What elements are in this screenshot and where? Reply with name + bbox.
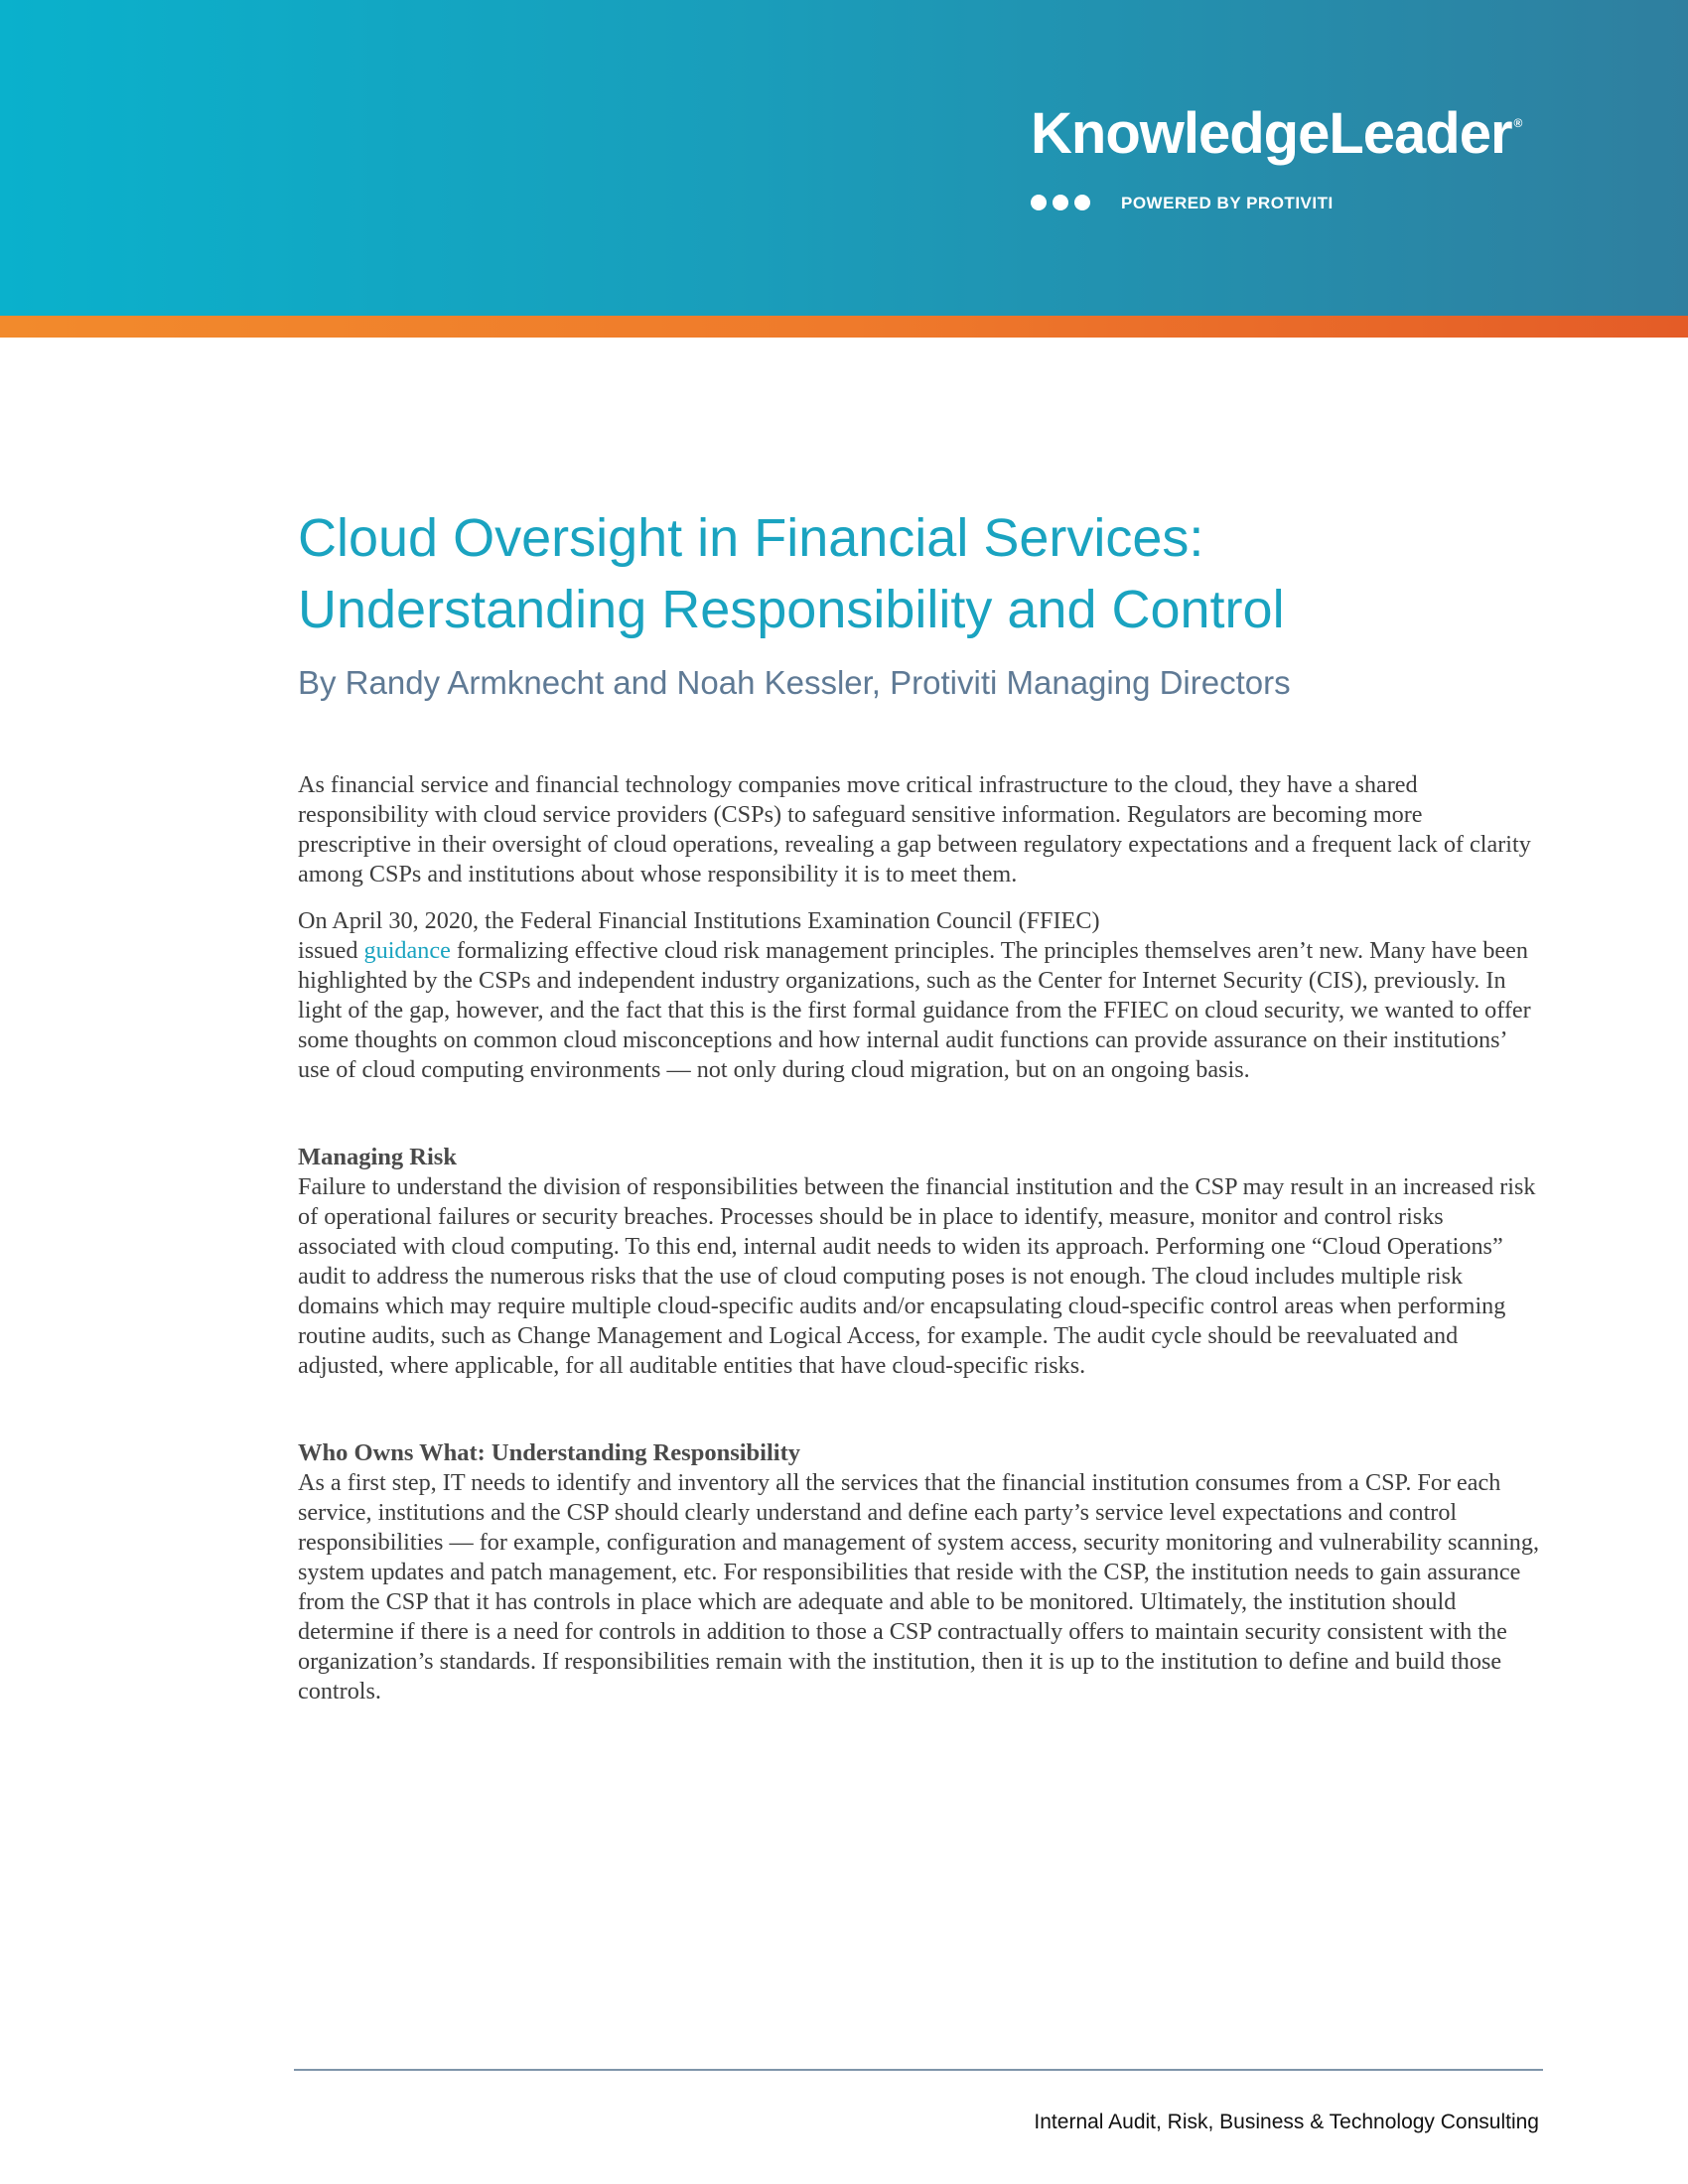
paragraph-intro: As financial service and financial technology companies move critical infrastructure to the cloud, they have a shared responsibility with cloud service providers (CSPs) to safeguard sensitive information. Regulators are becoming more prescriptive in their oversight of cloud operations, revealing a gap between regulatory expectations and a frequent lack of clarity among CSPs and institutions about whose responsibility it is to meet them. (298, 771, 1531, 887)
brand-name: KnowledgeLeader (1031, 101, 1512, 166)
guidance-link[interactable]: guidance (363, 937, 451, 964)
dot-icon (1074, 195, 1090, 210)
paragraph-ffiec-rest: formalizing effective cloud risk management principles. The principles themselves aren’t new. Many have been highlighted by the CSPs and independent industry organizations, such as the Center for Internet Security (CIS), previously. In light of the gap, however, and the fact that this is the first formal guidance from the FFIEC on cloud security, we wanted to offer some thoughts on common cloud misconceptions and how internal audit functions can provide assurance on their institutions’ use of cloud computing environments — not only during cloud migration, but on an ongoing basis. (298, 937, 1531, 1083)
paragraph-ffiec-issued: issued (298, 937, 358, 964)
paragraph-responsibility: As a first step, IT needs to identify and inventory all the services that the financial institution consumes from a CSP. For each service, institutions and the CSP should clearly understand and define each party’s service level expectations and control responsibilities — for example, configuration and management of system access, security monitoring and vulnerability scanning, system updates and patch management, etc. For responsibilities that reside with the CSP, the institution needs to gain assurance from the CSP that it has controls in place which are adequate and able to be monitored. Ultimately, the institution should determine if there is a need for controls in addition to those a CSP contractually offers to maintain security consistent with the organization’s standards. If responsibilities remain with the institution, then it is up to the institution to define and build those controls. (298, 1469, 1540, 1705)
article-title (298, 502, 1549, 645)
article-title-line-1: Cloud Oversight in Financial Services: (298, 508, 1204, 568)
paragraph-ffiec-line1: On April 30, 2020, the Federal Financial Institutions Examination Council (FFIEC) (298, 907, 1100, 934)
brand-tagline: POWERED BY PROTIVITI (1121, 194, 1334, 212)
footer-text: Internal Audit, Risk, Business & Technology Consulting (1034, 2111, 1539, 2133)
dot-icon (1053, 195, 1068, 210)
registered-mark: ® (1513, 116, 1522, 130)
brand-dots-icon (1031, 195, 1090, 210)
heading-who-owns-what: Who Owns What: Understanding Responsibility (298, 1439, 801, 1466)
article-title-line-2: Understanding Responsibility and Control (298, 580, 1285, 639)
article-byline: By Randy Armknecht and Noah Kessler, Protiviti Managing Directors (298, 664, 1291, 701)
paragraph-ffiec (298, 906, 1541, 1085)
header-accent-stripe (0, 316, 1688, 338)
heading-managing-risk: Managing Risk (298, 1144, 457, 1170)
paragraph-managing-risk: Failure to understand the division of responsibilities between the financial institution and the CSP may result in an increased risk of operational failures or security breaches. Processes should be in place to identify, measure, monitor and control risks associated with cloud computing. To this end, internal audit needs to widen its approach. Performing one “Cloud Operations” audit to address the numerous risks that the use of cloud computing poses is not enough. The cloud includes multiple risk domains which may require multiple cloud-specific audits and/or encapsulating cloud-specific control areas when performing routine audits, such as Change Management and Logical Access, for example. The audit cycle should be reevaluated and adjusted, where applicable, for all auditable entities that have cloud-specific risks. (298, 1173, 1536, 1379)
footer-divider (294, 2069, 1543, 2071)
dot-icon (1031, 195, 1047, 210)
brand-logo (1031, 101, 1522, 166)
article-body (298, 770, 1541, 1706)
